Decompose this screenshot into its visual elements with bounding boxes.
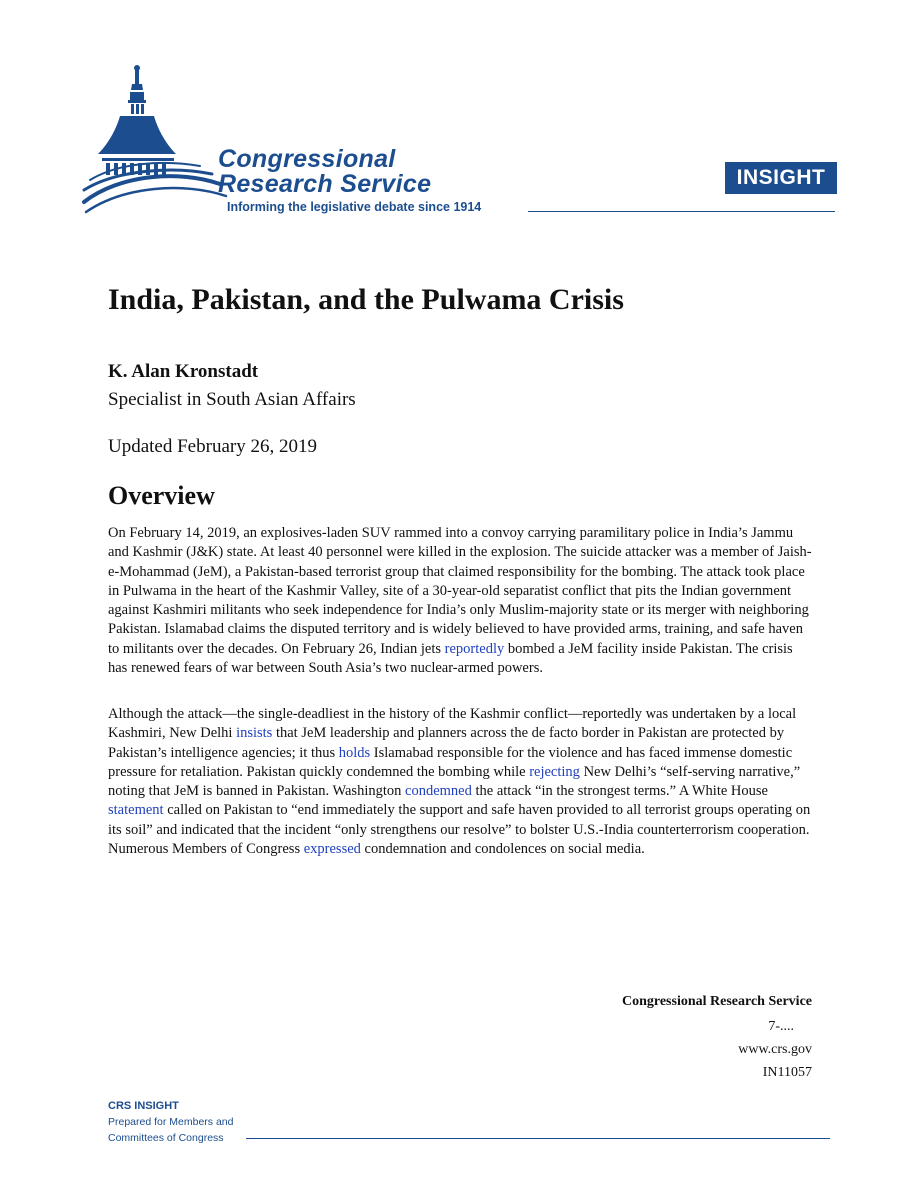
footer-report-id: IN11057	[762, 1065, 812, 1080]
page-title: India, Pakistan, and the Pulwama Crisis	[108, 283, 624, 316]
para2-text-a: Although the attack—the single-deadliest in the history of the Kashmir conflict—reportedly was undertaken by a local Kashmiri, New Delhi	[108, 706, 797, 742]
prepared-for-line-2: Committees of Congress	[108, 1132, 224, 1144]
footer-org-name: Congressional Research Service	[621, 994, 812, 1009]
section-heading-overview: Overview	[108, 481, 215, 510]
link-holds[interactable]: holds	[338, 744, 371, 761]
para1-text-b: bombed a JeM facility inside Pakistan. The crisis has renewed fears of war between South Asia’s two nuclear-armed powers.	[108, 640, 793, 677]
link-expressed[interactable]: expressed	[303, 841, 361, 858]
para1-text-a: On February 14, 2019, an explosives-laden SUV rammed into a convoy carrying paramilitary police in India’s Jammu and Kashmir (J&K) state. At least 40 personnel were killed in the explosion. The suicide attacker was a member of Jaish-e-Mohammad (JeM), a Pakistan-based terrorist group that claimed responsibility for the bombing. The attack took place in Pulwama in the heart of the Kashmir Valley, site of a 30-year-old separatist conflict that pits the Indian government against Kashmiri militants who seek independence for India’s only Muslim-majority state or its merger with neighboring Pakistan. Islamabad claims the disputed territory and is widely believed to have provided arms, training, and safe haven to militants over the decades. On February 26, Indian jets	[108, 525, 812, 657]
org-tagline: Informing the legislative debate since 1914	[227, 200, 482, 214]
prepared-for-line-1: Prepared for Members and	[108, 1116, 234, 1128]
link-insists[interactable]: insists	[236, 725, 273, 742]
link-condemned[interactable]: condemned	[405, 783, 472, 800]
para2-text-c: Islamabad responsible for the violence and has faced immense domestic pressure for retaliation. Pakistan quickly condemned the bombing while	[108, 744, 793, 780]
org-name-line2: Research Service	[218, 170, 432, 198]
insight-badge: INSIGHT	[725, 162, 837, 194]
para2-text-d: New Delhi’s “self-serving narrative,” noting that JeM is banned in Pakistan. Washington	[108, 763, 801, 800]
author-name: K. Alan Kronstadt	[108, 361, 259, 382]
link-reportedly[interactable]: reportedly	[444, 640, 505, 657]
para2-text-b: that JeM leadership and planners across the de facto border in Pakistan are protected by Pakistan’s intelligence agencies; it thus	[108, 725, 785, 761]
para2-text-g: condemnation and condolences on social media.	[360, 841, 645, 858]
footer-divider	[246, 1138, 830, 1139]
capitol-dome-logo	[80, 62, 230, 222]
overview-paragraph-1	[108, 524, 813, 678]
footer-website-link[interactable]: www.crs.gov	[738, 1042, 812, 1057]
para2-text-e: the attack “in the strongest terms.” A White House	[471, 783, 768, 800]
header-divider	[528, 211, 835, 212]
link-rejecting[interactable]: rejecting	[529, 763, 580, 780]
org-name-line1: Congressional	[218, 145, 396, 173]
updated-date: Updated February 26, 2019	[108, 436, 317, 457]
author-role: Specialist in South Asian Affairs	[108, 389, 356, 410]
footer-doc-number: 7-....	[768, 1019, 794, 1034]
para2-text-f: called on Pakistan to “end immediately the support and safe haven provided to all terrorist groups operating on its soil” and indicated that the incident “only strengthens our resolve” to bolster U.S.-India counterterrorism cooperation. Numerous Members of Congress	[108, 802, 811, 858]
crs-insight-label: CRS INSIGHT	[108, 1100, 179, 1112]
overview-paragraph-2	[108, 705, 813, 859]
link-statement[interactable]: statement	[108, 802, 164, 819]
